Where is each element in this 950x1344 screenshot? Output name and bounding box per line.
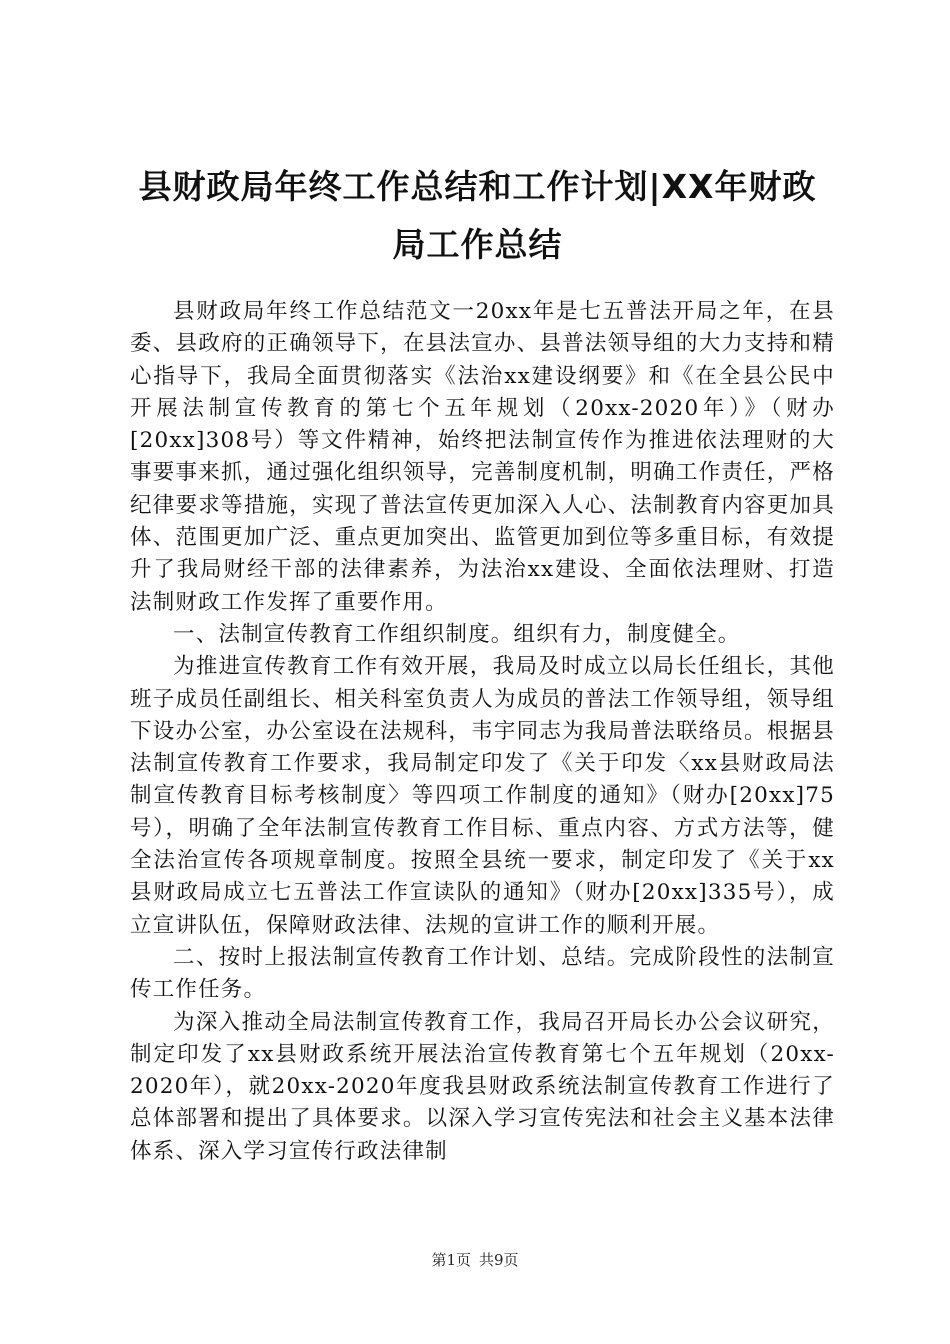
document-title [120,158,835,274]
section-heading-1: 一、法制宣传教育工作组织制度。组织有力，制度健全。 [173,621,741,647]
page-footer [0,1250,950,1270]
document-body [130,296,835,1168]
page-total: 共9页 [479,1251,519,1269]
paragraph-section-2: 为深入推动全局法制宣传教育工作，我局召开局长办公会议研究，制定印发了xx县财政系统开展法治宣传教育第七个五年规划（20xx-2020年），就20xx-2020年度我县财政系统法制宣传教育工作进行了总体部署和提出了具体要求。以深入学习宣传宪法和社会主义基本法律体系、深入学习宣传行政法律制 [130,1009,835,1164]
paragraph-intro: 县财政局年终工作总结范文一20xx年是七五普法开局之年，在县委、县政府的正确领导下，在县法宣办、县普法领导组的大力支持和精心指导下，我局全面贯彻落实《法治xx建设纲要》和《在全县公民中开展法制宣传教育的第七个五年规划（20xx-2020年）》（财办[20xx]308号）等文件精神，始终把法制宣传作为推进依法理财的大事要事来抓，通过强化组织领导，完善制度机制，明确工作责任，严格纪律要求等措施，实现了普法宣传更加深入人心、法制教育内容更加具体、范围更加广泛、重点更加突出、监管更加到位等多重目标，有效提升了我局财经干部的法律素养，为法治xx建设、全面依法理财、打造法制财政工作发挥了重要作用。 [130,299,835,615]
page-number: 第1页 [431,1251,471,1269]
title-line-2: 局工作总结 [392,225,563,264]
title-line-1: 县财政局年终工作总结和工作计划|XX年财政 [138,167,817,206]
paragraph-section-1: 为推进宣传教育工作有效开展，我局及时成立以局长任组长，其他班子成员任副组长、相关科室负责人为成员的普法工作领导组，领导组下设办公室，办公室设在法规科，韦宇同志为我局普法联络员。根据县法制宣传教育工作要求，我局制定印发了《关于印发〈xx县财政局法制宣传教育目标考核制度〉等四项工作制度的通知》（财办[20xx]75号），明确了全年法制宣传教育工作目标、重点内容、方式方法等，健全法治宣传各项规章制度。按照全县统一要求，制定印发了《关于xx县财政局成立七五普法工作宣读队的通知》（财办[20xx]335号），成立宣讲队伍，保障财政法律、法规的宣讲工作的顺利开展。 [130,654,835,938]
section-heading-2: 二、按时上报法制宣传教育工作计划、总结。完成阶段性的法制宣传工作任务。 [130,944,835,1003]
